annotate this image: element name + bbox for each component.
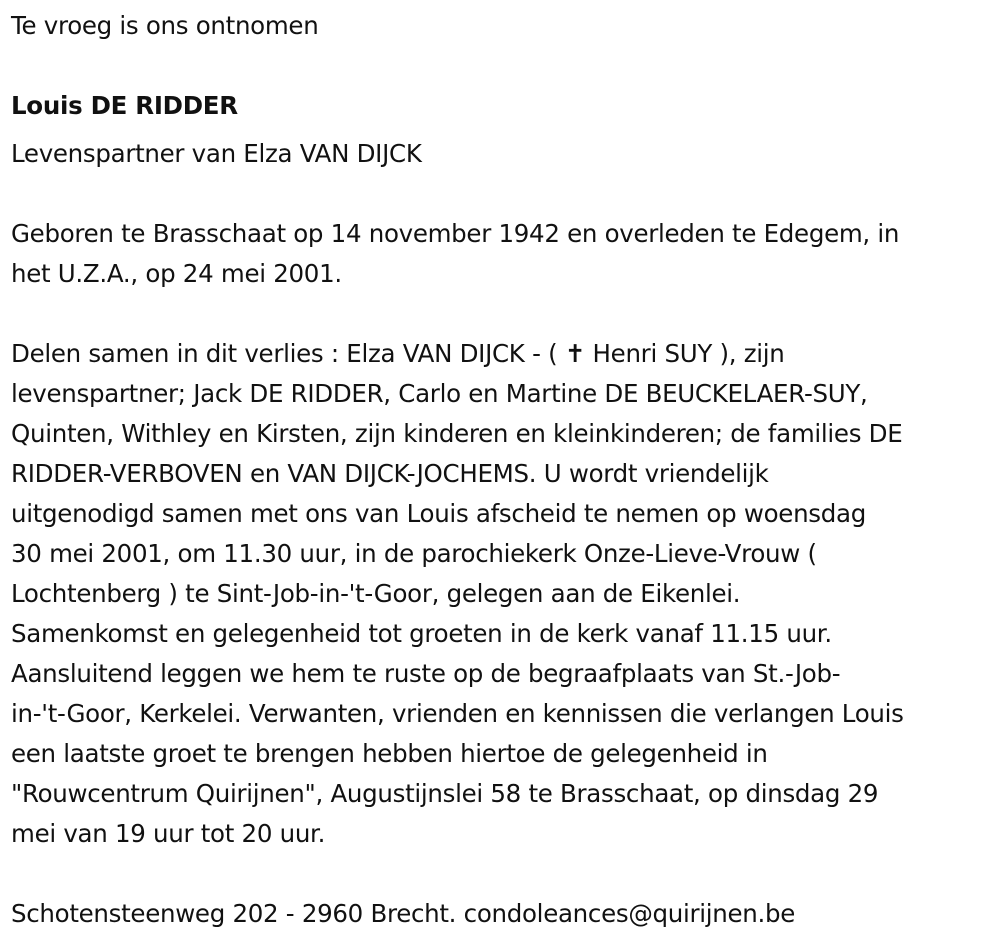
- deceased-name: Louis DE RIDDER: [11, 91, 238, 120]
- paragraph-line: 30 mei 2001, om 11.30 uur, in de parochiekerk Onze-Lieve-Vrouw (: [11, 539, 817, 568]
- intro-line: Te vroeg is ons ontnomen: [11, 11, 319, 40]
- footer-contact: Schotensteenweg 202 - 2960 Brecht. condoleances@quirijnen.be: [11, 899, 796, 928]
- paragraph-line: het U.Z.A., op 24 mei 2001.: [11, 259, 342, 288]
- announcement-paragraph: [11, 334, 904, 854]
- paragraph-line: "Rouwcentrum Quirijnen", Augustijnslei 58 te Brasschaat, op dinsdag 29: [11, 779, 879, 808]
- paragraph-line: Samenkomst en gelegenheid tot groeten in de kerk vanaf 11.15 uur.: [11, 619, 832, 648]
- paragraph-line: Lochtenberg ) te Sint-Job-in-'t-Goor, gelegen aan de Eikenlei.: [11, 579, 741, 608]
- paragraph-line: Delen samen in dit verlies : Elza VAN DIJCK - ( ✝ Henri SUY ), zijn: [11, 339, 785, 368]
- paragraph-line: uitgenodigd samen met ons van Louis afscheid te nemen op woensdag: [11, 499, 866, 528]
- paragraph-line: levenspartner; Jack DE RIDDER, Carlo en Martine DE BEUCKELAER-SUY,: [11, 379, 868, 408]
- birth-death-paragraph: [11, 214, 899, 294]
- paragraph-line: Aansluitend leggen we hem te ruste op de begraafplaats van St.-Job-: [11, 659, 841, 688]
- paragraph-line: in-'t-Goor, Kerkelei. Verwanten, vrienden en kennissen die verlangen Louis: [11, 699, 904, 728]
- paragraph-line: RIDDER-VERBOVEN en VAN DIJCK-JOCHEMS. U wordt vriendelijk: [11, 459, 769, 488]
- paragraph-line: Geboren te Brasschaat op 14 november 1942 en overleden te Edegem, in: [11, 219, 900, 248]
- paragraph-line: mei van 19 uur tot 20 uur.: [11, 819, 326, 848]
- paragraph-line: Quinten, Withley en Kirsten, zijn kinderen en kleinkinderen; de families DE: [11, 419, 903, 448]
- partner-line: Levenspartner van Elza VAN DIJCK: [11, 139, 422, 168]
- paragraph-line: een laatste groet te brengen hebben hiertoe de gelegenheid in: [11, 739, 768, 768]
